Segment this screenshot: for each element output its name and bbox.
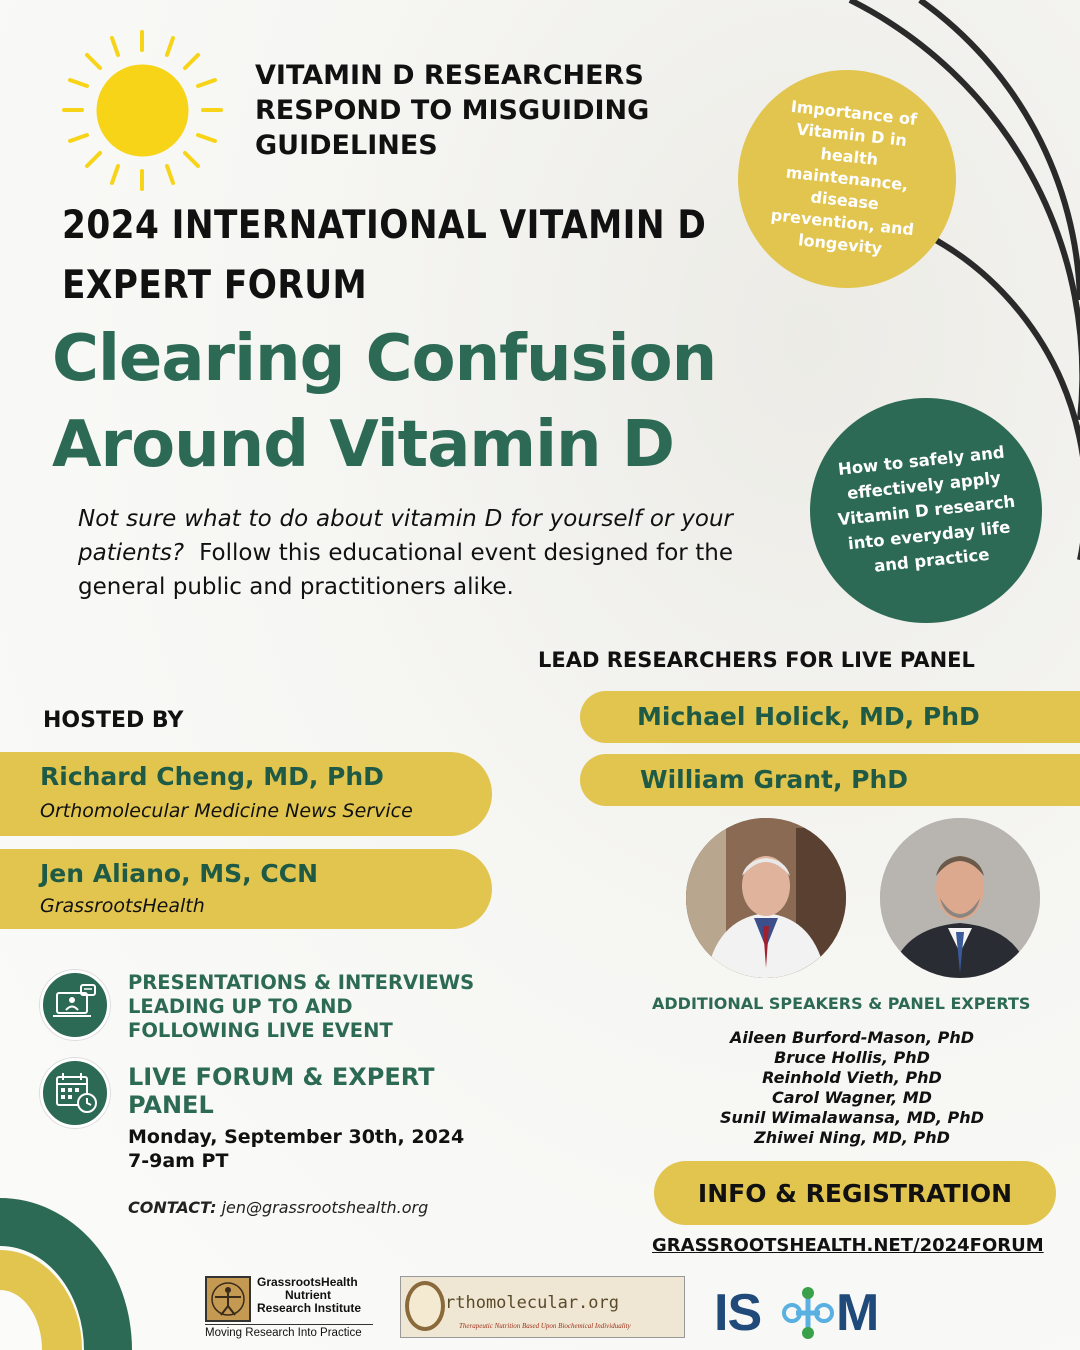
main-title — [52, 316, 716, 488]
host-pill — [0, 752, 492, 836]
lead-researcher-pill — [580, 754, 1080, 806]
speaker-name: Sunil Wimalawansa, MD, PhD — [720, 1108, 984, 1127]
host-org: Orthomolecular Medicine News Service — [40, 800, 413, 822]
video-presentation-icon — [40, 970, 110, 1040]
event-live-forum-title: LIVE FORUM & EXPERT PANEL — [128, 1063, 435, 1119]
molecule-icon — [782, 1285, 834, 1341]
avatar-william-grant — [880, 818, 1040, 978]
host-org: GrassrootsHealth — [40, 895, 205, 917]
vitruvian-icon — [205, 1276, 251, 1322]
event-presentations-title: PRESENTATIONS & INTERVIEWS LEADING UP TO AND FOLLOWING LIVE EVENT — [128, 971, 475, 1042]
additional-speakers-heading: ADDITIONAL SPEAKERS & PANEL EXPERTS — [652, 994, 1031, 1013]
intro-text — [78, 502, 733, 604]
headline-line-2: RESPOND TO MISGUIDING — [255, 95, 650, 126]
orthomolecular-o-icon — [405, 1281, 445, 1331]
forum-title-line-2: EXPERT FORUM — [62, 263, 368, 308]
host-pill — [0, 849, 492, 929]
host-name: Richard Cheng, MD, PhD — [40, 762, 384, 791]
headline — [255, 58, 649, 163]
event-date: Monday, September 30th, 2024 — [128, 1126, 465, 1148]
isom-logo — [714, 1283, 884, 1343]
grassroots-logo-line-1: GrassrootsHealth — [257, 1275, 358, 1289]
grassroots-logo — [205, 1276, 375, 1340]
event-time: 7-9am PT — [128, 1150, 229, 1172]
lead-researcher-name: Michael Holick, MD, PhD — [637, 702, 980, 731]
contact-label: CONTACT: — [128, 1198, 217, 1217]
orthomolecular-logo — [400, 1276, 685, 1338]
benefit-circle-green-text: How to safely and effectively apply Vitamin D research into everyday life and practice — [836, 442, 1016, 576]
benefit-circle-green — [810, 398, 1042, 623]
grassroots-logo-line-2: Nutrient — [285, 1288, 331, 1302]
main-title-line-2: Around Vitamin D — [52, 408, 674, 482]
contact-email[interactable]: jen@grassrootshealth.org — [221, 1198, 429, 1217]
host-name: Jen Aliano, MS, CCN — [40, 859, 318, 888]
grassroots-tagline: Moving Research Into Practice — [205, 1324, 373, 1339]
isom-logo-left: IS — [714, 1284, 762, 1342]
registration-button-label: INFO & REGISTRATION — [697, 1178, 1013, 1208]
registration-button[interactable] — [654, 1161, 1056, 1225]
hosted-by-heading: HOSTED BY — [43, 708, 184, 733]
speaker-name: Reinhold Vieth, PhD — [762, 1068, 942, 1087]
speaker-name: Bruce Hollis, PhD — [774, 1048, 930, 1067]
forum-title — [62, 196, 706, 316]
registration-link[interactable]: GRASSROOTSHEALTH.NET/2024FORUM — [652, 1235, 1044, 1256]
speaker-name: Zhiwei Ning, MD, PhD — [754, 1128, 950, 1147]
headline-line-3: GUIDELINES — [255, 130, 438, 161]
benefit-circle-yellow-text: Importance of Vitamin D in health maintenance, disease prevention, and longevity — [770, 96, 918, 258]
headline-line-1: VITAMIN D RESEARCHERS — [255, 60, 644, 91]
intro-statement: Follow this educational event designed for the general public and practitioners alike. — [78, 540, 733, 600]
lead-researcher-name: William Grant, PhD — [640, 765, 909, 794]
lead-researcher-pill — [580, 691, 1080, 743]
isom-logo-right: M — [836, 1284, 880, 1342]
speaker-name: Aileen Burford-Mason, PhD — [729, 1028, 975, 1047]
decorative-corner-arcs — [0, 1190, 140, 1350]
calendar-clock-icon — [40, 1058, 110, 1128]
grassroots-logo-line-3: Research Institute — [257, 1301, 362, 1315]
orthomolecular-name: rthomolecular.org — [445, 1293, 619, 1313]
orthomolecular-tagline: Therapeutic Nutrition Based Upon Biochemical Individuality — [459, 1322, 631, 1330]
lead-researchers-heading: LEAD RESEARCHERS FOR LIVE PANEL — [538, 648, 975, 672]
avatar-michael-holick — [686, 818, 846, 978]
contact-line — [128, 1198, 428, 1217]
speaker-name: Carol Wagner, MD — [772, 1088, 932, 1107]
additional-speakers-list — [652, 1028, 1052, 1148]
intro-question: Not sure what to do about vitamin D for yourself or your patients? — [78, 506, 733, 566]
benefit-circle-yellow — [738, 70, 956, 288]
forum-title-line-1: 2024 INTERNATIONAL VITAMIN D — [62, 203, 707, 248]
sun-icon — [60, 28, 225, 193]
main-title-line-1: Clearing Confusion — [52, 322, 717, 396]
